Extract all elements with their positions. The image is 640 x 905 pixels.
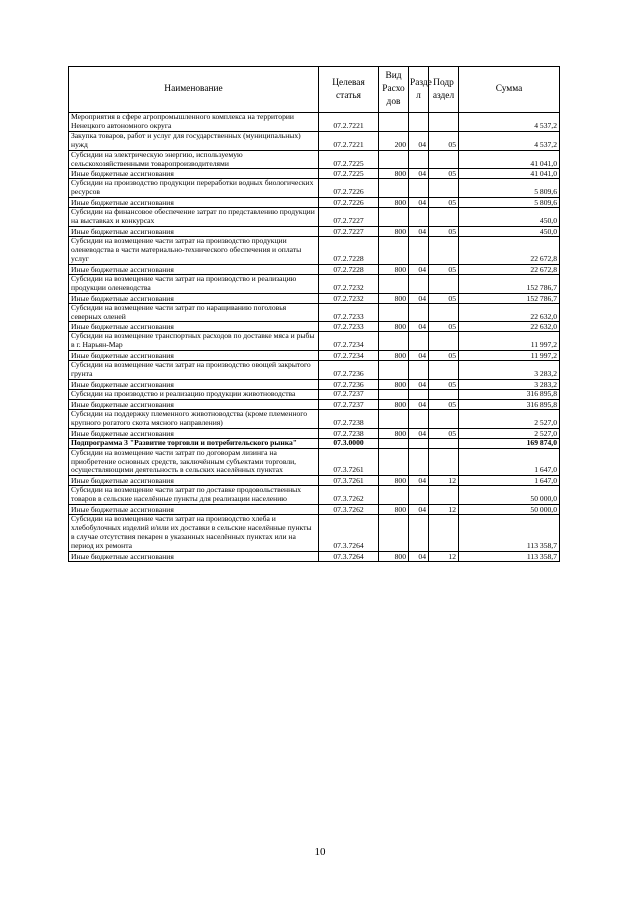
cell-amount: 22 672,8 [459, 264, 560, 274]
cell-type: 800 [379, 198, 409, 208]
header-type: Вид Расхо дов [379, 67, 409, 113]
cell-section [409, 274, 429, 293]
cell-section [409, 409, 429, 428]
cell-name: Иные бюджетные ассигнования [69, 264, 319, 274]
table-row [69, 486, 560, 505]
cell-subsection: 05 [429, 169, 459, 179]
cell-subsection: 05 [429, 428, 459, 438]
cell-target: 07.3.7262 [319, 486, 379, 505]
cell-target: 07.2.7236 [319, 380, 379, 390]
cell-section [409, 113, 429, 132]
table-row [69, 515, 560, 552]
cell-name: Закупка товаров, работ и услуг для государственных (муниципальных) нужд [69, 131, 319, 150]
cell-section [409, 179, 429, 198]
cell-section [409, 237, 429, 265]
table-row [69, 322, 560, 332]
cell-amount: 316 895,8 [459, 399, 560, 409]
cell-subsection [429, 208, 459, 227]
cell-name: Субсидии на возмещение части затрат по наращиванию поголовья северных оленей [69, 303, 319, 322]
cell-subsection [429, 409, 459, 428]
cell-amount: 22 672,8 [459, 237, 560, 265]
cell-amount: 11 997,2 [459, 332, 560, 351]
cell-type: 800 [379, 169, 409, 179]
cell-name: Мероприятия в сфере агропромышленного комплекса на территории Ненецкого автономного округа [69, 113, 319, 132]
cell-section: 04 [409, 131, 429, 150]
cell-amount: 4 537,2 [459, 131, 560, 150]
cell-amount: 2 527,0 [459, 428, 560, 438]
cell-name: Субсидии на возмещение транспортных расходов по доставке мяса и рыбы в г. Нарьян-Мар [69, 332, 319, 351]
cell-name: Иные бюджетные ассигнования [69, 476, 319, 486]
cell-target: 07.2.7226 [319, 198, 379, 208]
header-name: Наименование [69, 67, 319, 113]
cell-subsection: 05 [429, 322, 459, 332]
cell-subsection: 05 [429, 227, 459, 237]
cell-subsection [429, 390, 459, 400]
cell-subsection: 05 [429, 351, 459, 361]
cell-target: 07.3.7261 [319, 476, 379, 486]
cell-target: 07.2.7233 [319, 322, 379, 332]
cell-name: Иные бюджетные ассигнования [69, 428, 319, 438]
cell-name: Иные бюджетные ассигнования [69, 399, 319, 409]
cell-subsection [429, 303, 459, 322]
cell-subsection: 05 [429, 293, 459, 303]
cell-type [379, 179, 409, 198]
table-row [69, 332, 560, 351]
cell-type: 800 [379, 551, 409, 561]
page-number: 10 [314, 846, 326, 858]
cell-type [379, 448, 409, 476]
cell-subsection [429, 332, 459, 351]
cell-type [379, 208, 409, 227]
cell-type: 800 [379, 351, 409, 361]
table-row [69, 237, 560, 265]
cell-amount: 22 632,0 [459, 322, 560, 332]
table-row [69, 169, 560, 179]
table-row [69, 380, 560, 390]
cell-amount: 50 000,0 [459, 505, 560, 515]
cell-type [379, 332, 409, 351]
cell-subsection [429, 179, 459, 198]
cell-name: Субсидии на возмещение части затрат по доставке продовольственных товаров в сельские населённые пункты для реализации населению [69, 486, 319, 505]
cell-name: Иные бюджетные ассигнования [69, 322, 319, 332]
table-row [69, 448, 560, 476]
cell-subsection: 12 [429, 476, 459, 486]
cell-type: 800 [379, 380, 409, 390]
cell-section: 04 [409, 380, 429, 390]
cell-type [379, 113, 409, 132]
cell-target: 07.2.7228 [319, 237, 379, 265]
cell-amount: 11 997,2 [459, 351, 560, 361]
cell-section: 04 [409, 505, 429, 515]
cell-target: 07.2.7238 [319, 428, 379, 438]
cell-name: Иные бюджетные ассигнования [69, 551, 319, 561]
cell-type: 800 [379, 293, 409, 303]
table-body [69, 113, 560, 562]
cell-target: 07.2.7234 [319, 332, 379, 351]
table-row [69, 179, 560, 198]
cell-section [409, 515, 429, 552]
cell-target: 07.2.7237 [319, 399, 379, 409]
cell-type: 800 [379, 264, 409, 274]
table-row [69, 274, 560, 293]
cell-amount: 169 874,0 [459, 438, 560, 448]
cell-section: 04 [409, 169, 429, 179]
cell-name: Субсидии на возмещение части затрат на производство хлеба и хлебобулочных изделий и/или их доставки в сельские населённые пункты в случае отсутствия пекарен в указанных населённых пунктах или на период их ремонта [69, 515, 319, 552]
cell-subsection [429, 361, 459, 380]
cell-amount: 450,0 [459, 208, 560, 227]
table-row [69, 303, 560, 322]
cell-amount: 3 283,2 [459, 380, 560, 390]
cell-type [379, 150, 409, 169]
cell-amount: 1 647,0 [459, 476, 560, 486]
cell-name: Иные бюджетные ассигнования [69, 293, 319, 303]
cell-name: Иные бюджетные ассигнования [69, 227, 319, 237]
cell-name: Субсидии на возмещение части затрат на производство и реализацию продукции оленеводства [69, 274, 319, 293]
cell-target: 07.2.7232 [319, 274, 379, 293]
cell-section: 04 [409, 322, 429, 332]
cell-amount: 4 537,2 [459, 113, 560, 132]
cell-subsection [429, 274, 459, 293]
cell-subsection [429, 438, 459, 448]
cell-type: 200 [379, 131, 409, 150]
table-row [69, 198, 560, 208]
cell-section: 04 [409, 551, 429, 561]
cell-target: 07.3.7264 [319, 551, 379, 561]
cell-target: 07.2.7221 [319, 131, 379, 150]
cell-section: 04 [409, 428, 429, 438]
header-amount: Сумма [459, 67, 560, 113]
table-row [69, 399, 560, 409]
cell-section [409, 361, 429, 380]
cell-target: 07.2.7237 [319, 390, 379, 400]
cell-name: Иные бюджетные ассигнования [69, 505, 319, 515]
cell-target: 07.2.7233 [319, 303, 379, 322]
cell-type [379, 237, 409, 265]
cell-amount: 50 000,0 [459, 486, 560, 505]
cell-target: 07.2.7227 [319, 227, 379, 237]
cell-section [409, 303, 429, 322]
table-row [69, 428, 560, 438]
header-subsection: Подр аздел [429, 67, 459, 113]
cell-subsection: 05 [429, 264, 459, 274]
cell-target: 07.3.7264 [319, 515, 379, 552]
header-target: Целевая статья [319, 67, 379, 113]
cell-name: Субсидии на производство продукции переработки водных биологических ресурсов [69, 179, 319, 198]
cell-amount: 3 283,2 [459, 361, 560, 380]
cell-name: Субсидии на электрическую энергию, используемую сельскохозяйственными товаропроизводителями [69, 150, 319, 169]
cell-name: Иные бюджетные ассигнования [69, 198, 319, 208]
cell-section [409, 150, 429, 169]
table-row [69, 227, 560, 237]
cell-type: 800 [379, 399, 409, 409]
cell-target: 07.2.7221 [319, 113, 379, 132]
header-row [69, 67, 560, 113]
cell-section [409, 486, 429, 505]
cell-target: 07.3.7262 [319, 505, 379, 515]
cell-type [379, 409, 409, 428]
cell-amount: 113 358,7 [459, 551, 560, 561]
cell-type: 800 [379, 505, 409, 515]
cell-name: Субсидии на возмещение части затрат по договорам лизинга на приобретение основных средств, заключённым субъектами торговли, осуществляющими деятельность в сельских населённых пунктах [69, 448, 319, 476]
cell-target: 07.3.7261 [319, 448, 379, 476]
cell-amount: 5 809,6 [459, 179, 560, 198]
cell-section [409, 208, 429, 227]
cell-name: Субсидии на финансовое обеспечение затрат по представлению продукции на выставках и конкурсах [69, 208, 319, 227]
cell-amount: 2 527,0 [459, 409, 560, 428]
cell-name: Субсидии на поддержку племенного животноводства (кроме племенного крупного рогатого скота мясного направления) [69, 409, 319, 428]
cell-name: Субсидии на возмещение части затрат на производство овощей закрытого грунта [69, 361, 319, 380]
cell-type [379, 486, 409, 505]
cell-name: Подпрограмма 3 "Развитие торговли и потребительского рынка" [69, 438, 319, 448]
cell-section: 04 [409, 476, 429, 486]
cell-amount: 41 041,0 [459, 169, 560, 179]
table-row [69, 438, 560, 448]
table-row [69, 351, 560, 361]
cell-subsection [429, 515, 459, 552]
budget-table [68, 66, 560, 562]
cell-name: Субсидии на производство и реализацию продукции животноводства [69, 390, 319, 400]
table-row [69, 409, 560, 428]
cell-target: 07.2.7225 [319, 150, 379, 169]
cell-type [379, 361, 409, 380]
cell-type [379, 303, 409, 322]
cell-name: Иные бюджетные ассигнования [69, 169, 319, 179]
cell-subsection [429, 448, 459, 476]
cell-section: 04 [409, 399, 429, 409]
cell-name: Иные бюджетные ассигнования [69, 351, 319, 361]
cell-section: 04 [409, 293, 429, 303]
table-row [69, 264, 560, 274]
cell-amount: 41 041,0 [459, 150, 560, 169]
cell-amount: 113 358,7 [459, 515, 560, 552]
cell-amount: 1 647,0 [459, 448, 560, 476]
cell-subsection: 05 [429, 131, 459, 150]
table-row [69, 131, 560, 150]
cell-amount: 316 895,8 [459, 390, 560, 400]
cell-subsection [429, 150, 459, 169]
cell-type [379, 274, 409, 293]
cell-target: 07.2.7236 [319, 361, 379, 380]
cell-section: 04 [409, 351, 429, 361]
cell-name: Иные бюджетные ассигнования [69, 380, 319, 390]
cell-target: 07.3.0000 [319, 438, 379, 448]
cell-target: 07.2.7227 [319, 208, 379, 227]
cell-subsection: 12 [429, 551, 459, 561]
cell-type [379, 438, 409, 448]
cell-subsection: 05 [429, 198, 459, 208]
cell-amount: 22 632,0 [459, 303, 560, 322]
cell-section [409, 332, 429, 351]
cell-section: 04 [409, 227, 429, 237]
cell-amount: 152 786,7 [459, 274, 560, 293]
cell-type: 800 [379, 476, 409, 486]
cell-subsection: 05 [429, 399, 459, 409]
cell-type: 800 [379, 428, 409, 438]
cell-subsection: 05 [429, 380, 459, 390]
cell-type: 800 [379, 322, 409, 332]
cell-section [409, 390, 429, 400]
cell-name: Субсидии на возмещение части затрат на производство продукции оленеводства в части материально-технического обеспечения и оплаты услуг [69, 237, 319, 265]
cell-subsection [429, 113, 459, 132]
cell-target: 07.2.7238 [319, 409, 379, 428]
table-row [69, 390, 560, 400]
cell-amount: 450,0 [459, 227, 560, 237]
table-row [69, 551, 560, 561]
cell-section: 04 [409, 264, 429, 274]
table-row [69, 361, 560, 380]
table-row [69, 476, 560, 486]
table-row [69, 293, 560, 303]
cell-subsection [429, 237, 459, 265]
cell-type [379, 515, 409, 552]
cell-target: 07.2.7226 [319, 179, 379, 198]
cell-amount: 152 786,7 [459, 293, 560, 303]
cell-amount: 5 809,6 [459, 198, 560, 208]
cell-target: 07.2.7228 [319, 264, 379, 274]
cell-target: 07.2.7225 [319, 169, 379, 179]
table-row [69, 113, 560, 132]
cell-type [379, 390, 409, 400]
cell-section [409, 448, 429, 476]
cell-target: 07.2.7232 [319, 293, 379, 303]
cell-section [409, 438, 429, 448]
header-section: Разде л [409, 67, 429, 113]
cell-section: 04 [409, 198, 429, 208]
table-row [69, 208, 560, 227]
cell-type: 800 [379, 227, 409, 237]
cell-subsection [429, 486, 459, 505]
table-row [69, 505, 560, 515]
cell-target: 07.2.7234 [319, 351, 379, 361]
cell-subsection: 12 [429, 505, 459, 515]
table-row [69, 150, 560, 169]
